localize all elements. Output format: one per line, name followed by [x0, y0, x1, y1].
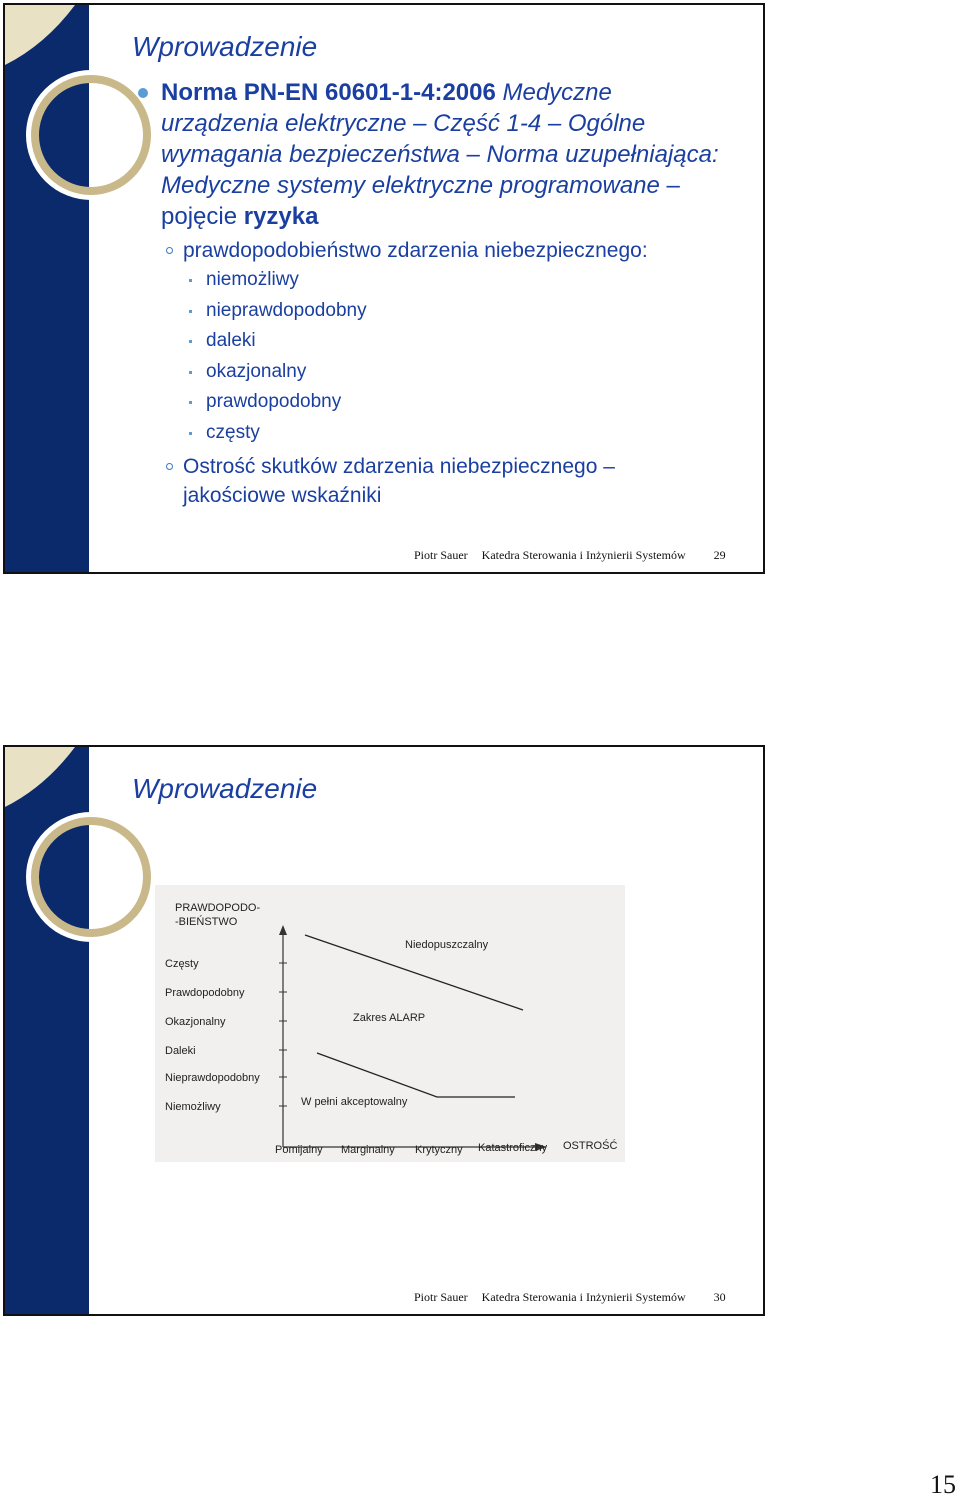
footer-dept: Katedra Sterowania i Inżynierii Systemów — [481, 1290, 686, 1304]
footer-page: 30 — [713, 1290, 726, 1304]
level-item: daleki — [135, 326, 723, 357]
y-level-prawdopodobny: Prawdopodobny — [165, 987, 245, 999]
y-arrow-icon — [279, 925, 287, 935]
slide-title: Wprowadzenie — [132, 773, 318, 804]
slide-content — [135, 77, 723, 510]
slide-title: Wprowadzenie — [132, 31, 318, 62]
slide-footer — [414, 1290, 726, 1305]
footer-author: Piotr Sauer — [414, 548, 468, 562]
bullet-norma — [135, 77, 723, 232]
square-bullet-icon — [189, 432, 192, 435]
risk-diagram — [155, 885, 625, 1162]
y-level-niemozliwy: Niemożliwy — [165, 1101, 221, 1113]
region-akceptowalny: W pełni akceptowalny — [301, 1096, 408, 1108]
level-item: niemożliwy — [135, 265, 723, 296]
region-alarp: Zakres ALARP — [353, 1012, 426, 1024]
level-item: częsty — [135, 418, 723, 449]
square-bullet-icon — [189, 371, 192, 374]
footer-dept: Katedra Sterowania i Inżynierii Systemów — [481, 548, 686, 562]
x-level-krytyczny: Krytyczny — [415, 1144, 463, 1156]
lower-boundary — [317, 1053, 515, 1097]
norma-title: Medyczne urządzenia elektryczne – Część 1-4 – Ogólne wymagania bezpieczeństwa – Norma uzupełniająca: Medyczne systemy elektryczne programowane — [161, 79, 719, 199]
y-level-okazjonalny: Okazjonalny — [165, 1016, 226, 1028]
y-axis-title-line2: -BIEŃSTWO — [175, 916, 238, 928]
sub-bullet-probability: prawdopodobieństwo zdarzenia niebezpiecznego: — [135, 236, 723, 265]
level-item: okazjonalny — [135, 357, 723, 388]
region-niedopuszczalny: Niedopuszczalny — [405, 939, 489, 951]
level-item: prawdopodobny — [135, 387, 723, 418]
ring-bullet-icon — [166, 463, 173, 470]
footer-page: 29 — [713, 548, 726, 562]
square-bullet-icon — [189, 401, 192, 404]
norma-plain: – pojęcie — [161, 172, 680, 230]
y-axis-title-line1: PRAWDOPODO- — [175, 902, 261, 914]
slide-30 — [3, 745, 765, 1316]
square-bullet-icon — [189, 279, 192, 282]
ring-bullet-icon — [166, 247, 173, 254]
x-level-marginalny: Marginalny — [341, 1144, 395, 1156]
slide-29 — [3, 3, 765, 574]
x-axis-title: OSTROŚĆ — [563, 1140, 618, 1152]
x-level-katastroficzny: Katastroficzny — [478, 1142, 548, 1154]
y-level-nieprawdopodobny: Nieprawdopodobny — [165, 1072, 260, 1084]
square-bullet-icon — [189, 310, 192, 313]
square-bullet-icon — [189, 340, 192, 343]
slide-footer — [414, 548, 726, 563]
norma-id: Norma PN-EN 60601-1-4:2006 — [161, 79, 496, 106]
level-item: nieprawdopodobny — [135, 296, 723, 327]
footer-author: Piotr Sauer — [414, 1290, 468, 1304]
norma-keyword: ryzyka — [243, 203, 319, 230]
y-level-czesty: Częsty — [165, 958, 199, 970]
page-number: 15 — [930, 1470, 956, 1499]
x-level-pomijalny: Pomijalny — [275, 1144, 323, 1156]
sub-bullet-severity: Ostrość skutków zdarzenia niebezpiecznego – jakościowe wskaźniki — [135, 452, 723, 510]
bullet-dot-icon — [138, 88, 148, 98]
y-level-daleki: Daleki — [165, 1045, 196, 1057]
